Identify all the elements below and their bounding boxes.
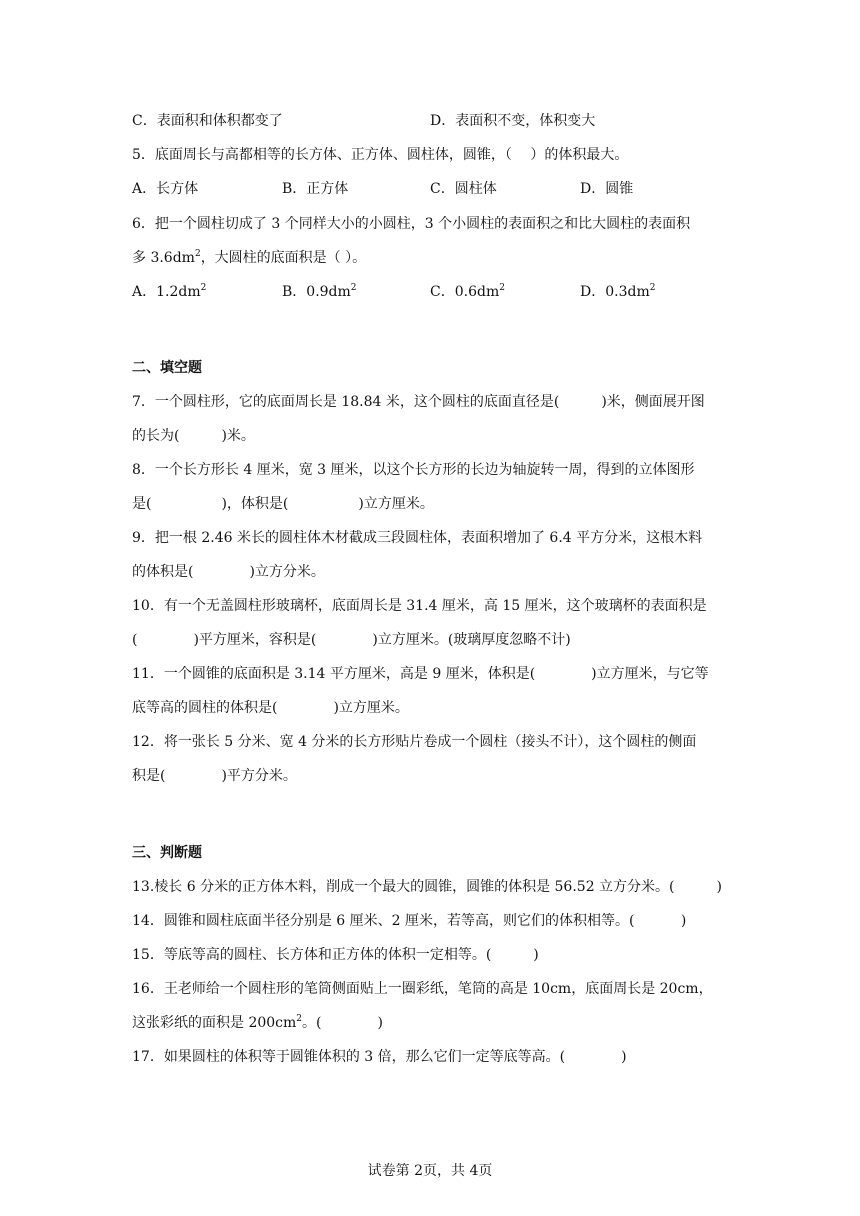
q11-line-1: 11．一个圆锥的底面积是 3.14 平方厘米，高是 9 厘米，体积是( )立方厘米，与它等 — [132, 666, 709, 682]
q6-option-a: A．$1.2dm^2$ — [132, 283, 207, 300]
q15-text: 15．等底等高的圆柱、长方体和正方体的体积一定相等。( ) — [132, 947, 539, 963]
q5-option-b: B．正方体 — [282, 181, 349, 197]
q5-option-a: A．长方体 — [132, 181, 199, 197]
q6-option-c: C．$0.6dm^2$ — [430, 283, 505, 300]
q9-line-2: 的体积是( )立方分米。 — [132, 564, 325, 580]
q12-line-1: 12．将一张长 5 分米、宽 4 分米的长方形贴片卷成一个圆柱（接头不计），这个圆柱的侧面 — [132, 734, 697, 750]
q13-text: 13.棱长 6 分米的正方体木料，削成一个最大的圆锥，圆锥的体积是 56.52 立方分米。( ) — [132, 879, 722, 895]
q12-line-2: 积是( )平方分米。 — [132, 768, 297, 784]
q16-line-2: 这张彩纸的面积是 $200cm^2$。( ) — [132, 1014, 383, 1031]
q6-option-b: B．$0.9dm^2$ — [282, 283, 357, 300]
q7-line-1: 7．一个圆柱形，它的底面周长是 18.84 米，这个圆柱的底面直径是( )米，侧面展开图 — [132, 394, 705, 410]
page-footer: 试卷第 2页，共 4页 — [367, 1163, 493, 1179]
q8-line-2: 是( )，体积是( )立方厘米。 — [132, 496, 434, 512]
q17-text: 17．如果圆柱的体积等于圆锥体积的 3 倍，那么它们一定等底等高。( ) — [132, 1049, 627, 1065]
q14-text: 14．圆锥和圆柱底面半径分别是 6 厘米、2 厘米，若等高，则它们的体积相等。( ) — [132, 913, 687, 929]
q7-line-2: 的长为( )米。 — [132, 428, 255, 444]
section-heading-true-false: 三、判断题 — [132, 845, 202, 861]
q6-line-1: 6．把一个圆柱切成了 3 个同样大小的小圆柱，3 个小圆柱的表面积之和比大圆柱的表面积 — [132, 216, 691, 232]
q5-text: 5．底面周长与高都相等的长方体、正方体、圆柱体，圆锥，（ ）的体积最大。 — [132, 147, 629, 163]
q9-line-1: 9．把一根 2.46 米长的圆柱体木材截成三段圆柱体，表面积增加了 6.4 平方分米，这根木料 — [132, 530, 703, 546]
q8-line-1: 8．一个长方形长 4 厘米，宽 3 厘米，以这个长方形的长边为轴旋转一周，得到的立体图形 — [132, 462, 695, 478]
q5-option-d: D．圆锥 — [580, 181, 634, 197]
section-heading-fill-in: 二、填空题 — [132, 360, 202, 376]
q6-option-d: D．$0.3dm^2$ — [580, 283, 656, 300]
q10-line-1: 10．有一个无盖圆柱形玻璃杯，底面周长是 31.4 厘米，高 15 厘米，这个玻璃杯的表面积是 — [132, 598, 707, 614]
q6-line-2: 多 $3.6dm^2$，大圆柱的底面积是（ ）。 — [132, 249, 367, 266]
q5-option-c: C．圆柱体 — [430, 181, 497, 197]
q10-line-2: ( )平方厘米，容积是( )立方厘米。(玻璃厚度忽略不计) — [132, 632, 571, 648]
q16-line-1: 16．王老师给一个圆柱形的笔筒侧面贴上一圈彩纸，笔筒的高是 10cm，底面周长是 20cm， — [132, 981, 713, 997]
q11-line-2: 底等高的圆柱的体积是( )立方厘米。 — [132, 700, 409, 716]
q4-option-d: D．表面积不变，体积变大 — [430, 113, 596, 129]
q4-option-c: C．表面积和体积都变了 — [132, 113, 283, 129]
